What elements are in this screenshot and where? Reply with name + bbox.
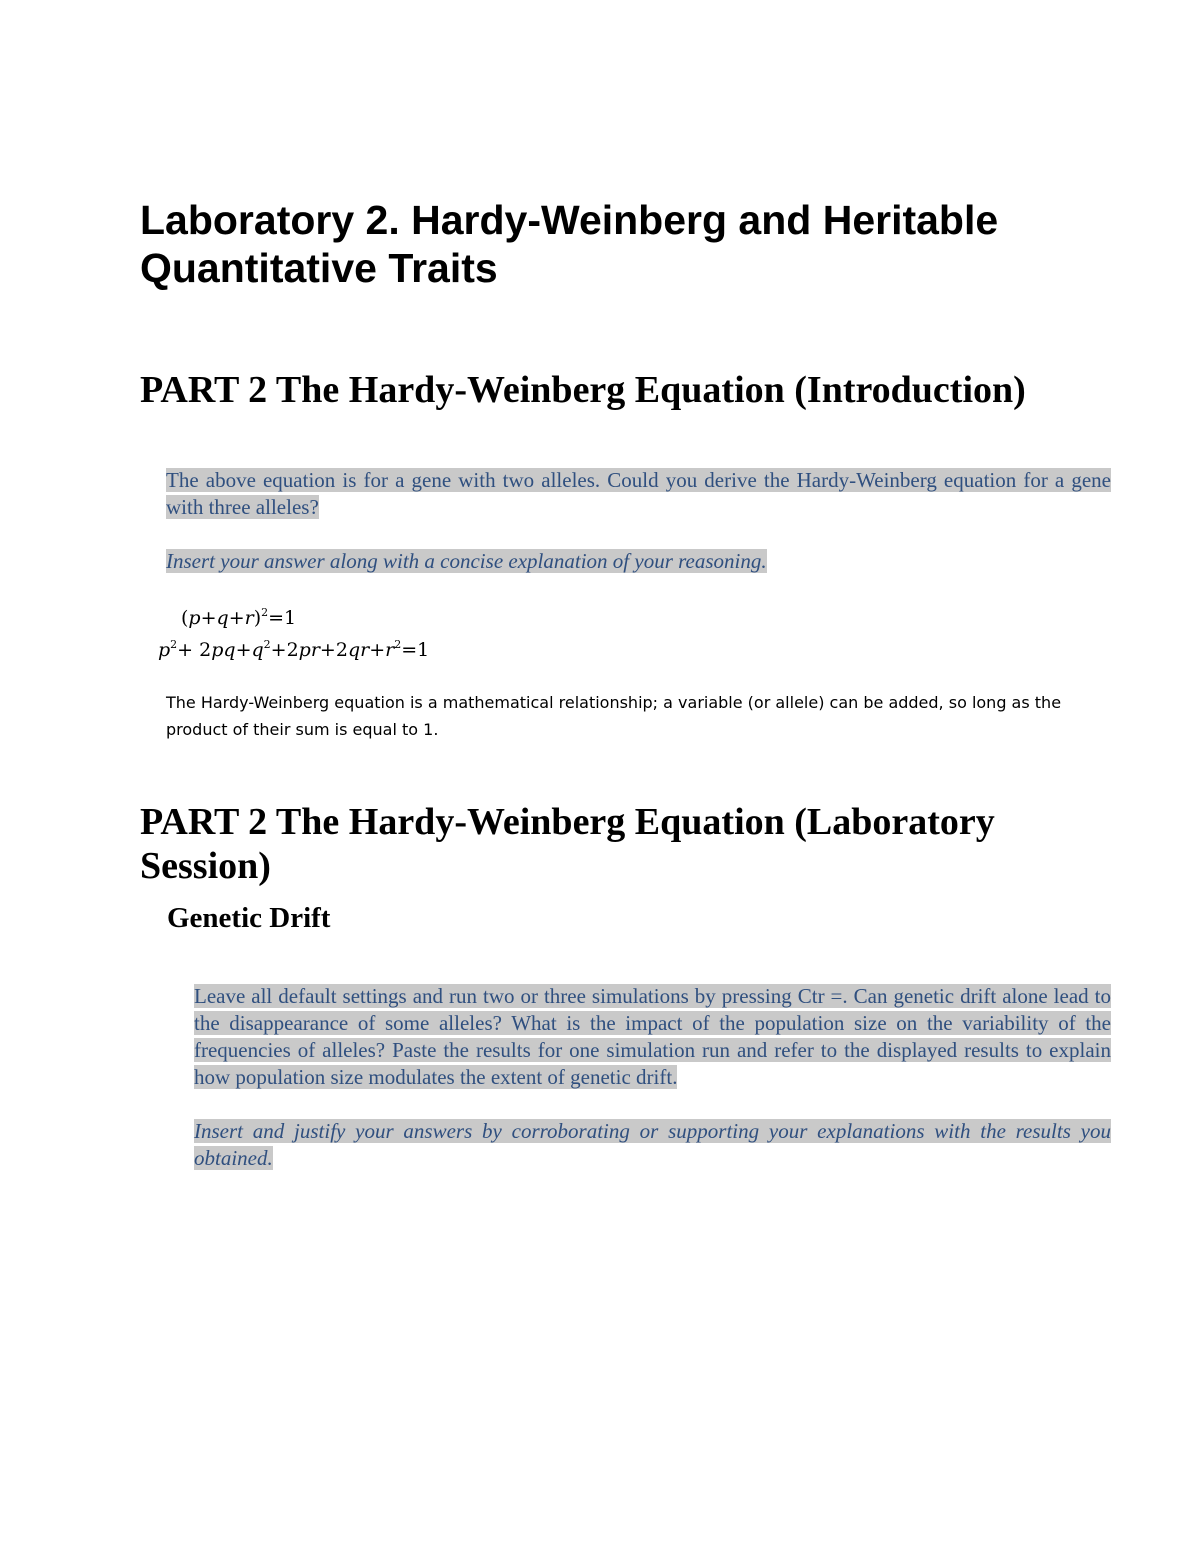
question-prompt-three-alleles <box>166 467 1111 521</box>
document-title-line-1: Laboratory 2. Hardy-Weinberg and Heritable <box>140 197 999 243</box>
document-title <box>140 196 1100 292</box>
drift-instruction-text: Insert and justify your answers by corroborating or supporting your explanations with the results you obtained. <box>194 1119 1111 1170</box>
subheading-genetic-drift: Genetic Drift <box>167 902 331 934</box>
section-heading-laboratory-line-2: Session) <box>140 845 271 887</box>
section-heading-laboratory-line-1: PART 2 The Hardy-Weinberg Equation (Laboratory <box>140 801 995 843</box>
document-title-line-2: Quantitative Traits <box>140 245 498 291</box>
section-heading-laboratory <box>140 800 1100 888</box>
drift-question-text: Leave all default settings and run two or three simulations by pressing Ctr =. Can genetic drift alone lead to the disappearance of some alleles? What is the impact of the population size on the variability of the frequencies of alleles? Paste the results for one simulation run and refer to the displayed results to explain how population size modulates the extent of genetic drift. <box>194 984 1111 1089</box>
instruction-text: Insert your answer along with a concise explanation of your reasoning. <box>166 549 767 573</box>
section-heading-introduction: PART 2 The Hardy-Weinberg Equation (Introduction) <box>140 369 1026 411</box>
drift-answer-instruction <box>194 1118 1111 1172</box>
answer-explanation: The Hardy-Weinberg equation is a mathematical relationship; a variable (or allele) can be added, so long as the product of their sum is equal to 1. <box>166 693 1062 739</box>
equation-expanded: $p^2+ 2pq+q^2+2pr+2qr+r^2=1$ <box>158 638 430 661</box>
question-text: The above equation is for a gene with two alleles. Could you derive the Hardy-Weinberg equation for a gene with three alleles? <box>166 468 1111 519</box>
answer-instruction <box>166 548 1111 575</box>
question-prompt-genetic-drift <box>194 983 1111 1091</box>
equation-trinomial-square: $(p+q+r)^2=1$ <box>181 606 297 629</box>
